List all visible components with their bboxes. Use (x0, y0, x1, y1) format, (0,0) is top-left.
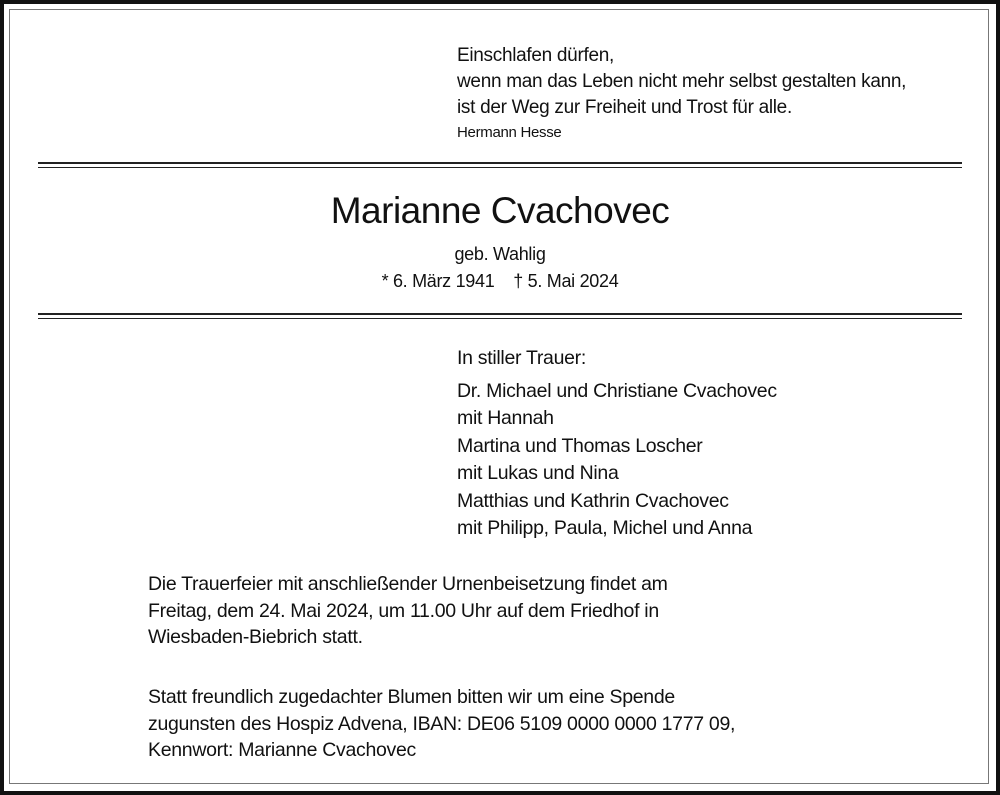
deceased-name: Marianne Cvachovec (330, 190, 670, 231)
donation-line: zugunsten des Hospiz Advena, IBAN: DE06 5109 0000 0000 1777 09, (148, 712, 736, 735)
birth-date: * 6. März 1941 (381, 271, 495, 291)
divider (38, 162, 962, 168)
funeral-info (148, 571, 668, 651)
mourner-line: Dr. Michael und Christiane Cvachovec (457, 379, 777, 402)
mourners-heading: In stiller Trauer: (457, 347, 586, 369)
donation-line: Kennwort: Marianne Cvachovec (148, 739, 416, 761)
funeral-line: Wiesbaden-Biebrich statt. (148, 626, 363, 648)
donation-info (148, 684, 735, 764)
death-date: † 5. Mai 2024 (513, 271, 619, 291)
donation-line: Statt freundlich zugedachter Blumen bitten wir um eine Spende (148, 686, 675, 708)
funeral-line: Freitag, dem 24. Mai 2024, um 11.00 Uhr auf dem Friedhof in (148, 599, 659, 622)
quote-line: wenn man das Leben nicht mehr selbst gestalten kann, (457, 71, 907, 92)
mourner-line: mit Philipp, Paula, Michel und Anna (457, 517, 753, 539)
mourner-line: mit Hannah (457, 407, 554, 429)
mourner-line: mit Lukas und Nina (457, 462, 619, 484)
mourner-line: Matthias und Kathrin Cvachovec (457, 489, 729, 512)
quote-line: Einschlafen dürfen, (457, 45, 614, 66)
divider (38, 313, 962, 319)
quote-author: Hermann Hesse (457, 124, 562, 141)
funeral-line: Die Trauerfeier mit anschließender Urnenbeisetzung findet am (148, 573, 668, 595)
maiden-name: geb. Wahlig (454, 244, 546, 264)
quote-line: ist der Weg zur Freiheit und Trost für alle. (457, 97, 792, 118)
life-dates (0, 271, 1000, 292)
mourners-list (457, 345, 777, 543)
mourner-line: Martina und Thomas Loscher (457, 434, 703, 457)
